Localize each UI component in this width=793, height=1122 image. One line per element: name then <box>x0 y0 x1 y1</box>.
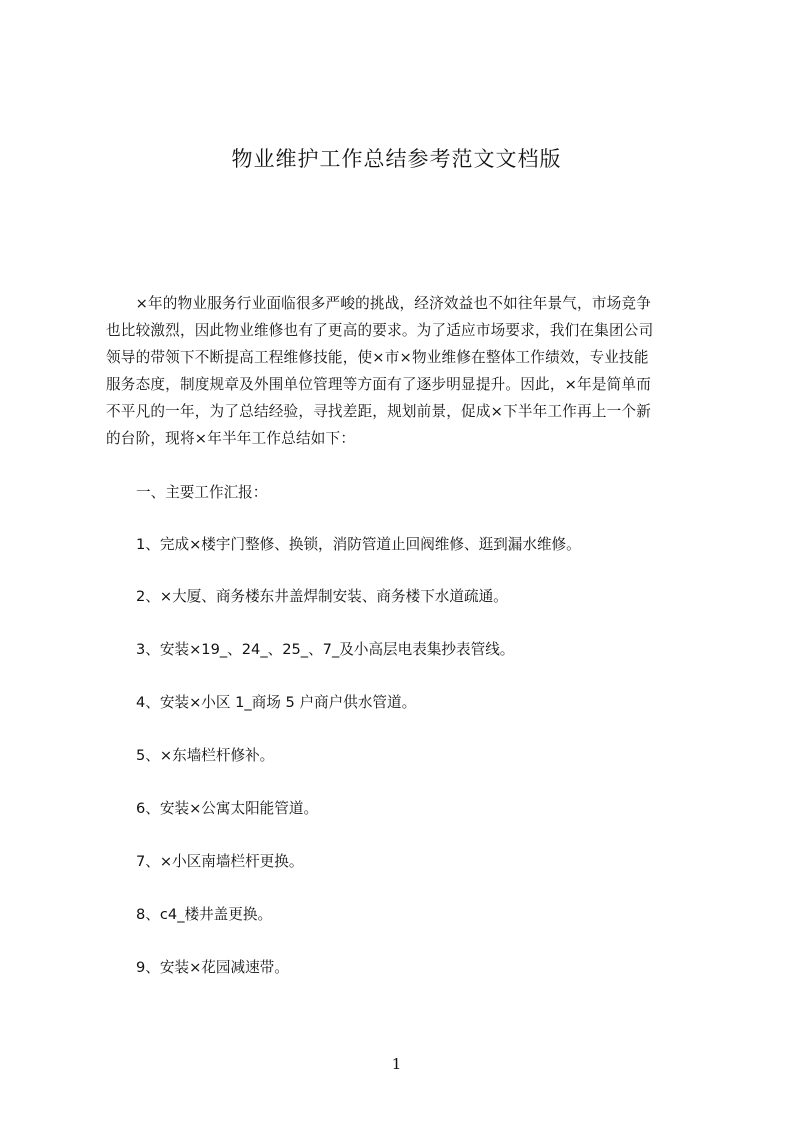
work-item: 8、c4_楼井盖更换。 <box>136 906 273 923</box>
intro-paragraph-line: 的台阶，现将×年半年工作总结如下： <box>106 430 356 447</box>
work-item: 7、×小区南墙栏杆更换。 <box>136 853 304 870</box>
work-item: 5、×东墙栏杆修补。 <box>136 747 275 764</box>
work-item: 9、安装×花园减速带。 <box>136 959 289 976</box>
work-item: 2、×大厦、商务楼东井盖焊制安装、商务楼下水道疏通。 <box>136 588 508 605</box>
page-number: 1 <box>391 1055 402 1073</box>
intro-paragraph-line: 服务态度，制度规章及外围单位管理等方面有了逐步明显提升。因此，×年是简单而 <box>106 376 652 393</box>
intro-paragraph-line: 领导的带领下不断提高工程维修技能，使×市×物业维修在整体工作绩效，专业技能 <box>106 349 649 366</box>
work-item: 6、安装×公寓太阳能管道。 <box>136 800 319 817</box>
work-item: 3、安装×19_、24_、25_、7_及小高层电表集抄表管线。 <box>136 641 515 658</box>
work-item: 1、完成×楼宇门整修、换锁，消防管道止回阀维修、逛到漏水维修。 <box>136 536 581 553</box>
intro-paragraph-line: ×年的物业服务行业面临很多严峻的挑战，经济效益也不如往年景气，市场竞争 <box>106 295 652 312</box>
intro-paragraph-line: 也比较激烈，因此物业维修也有了更高的要求。为了适应市场要求，我们在集团公司 <box>106 322 654 339</box>
intro-paragraph-line: 不平凡的一年，为了总结经验，寻找差距，规划前景，促成×下半年工作再上一个新 <box>106 403 652 420</box>
work-item: 4、安装×小区 1_商场 5 户商户供水管道。 <box>136 694 417 711</box>
section-heading: 一、主要工作汇报： <box>136 484 268 501</box>
page-title: 物业维护工作总结参考范文文档版 <box>231 147 562 171</box>
